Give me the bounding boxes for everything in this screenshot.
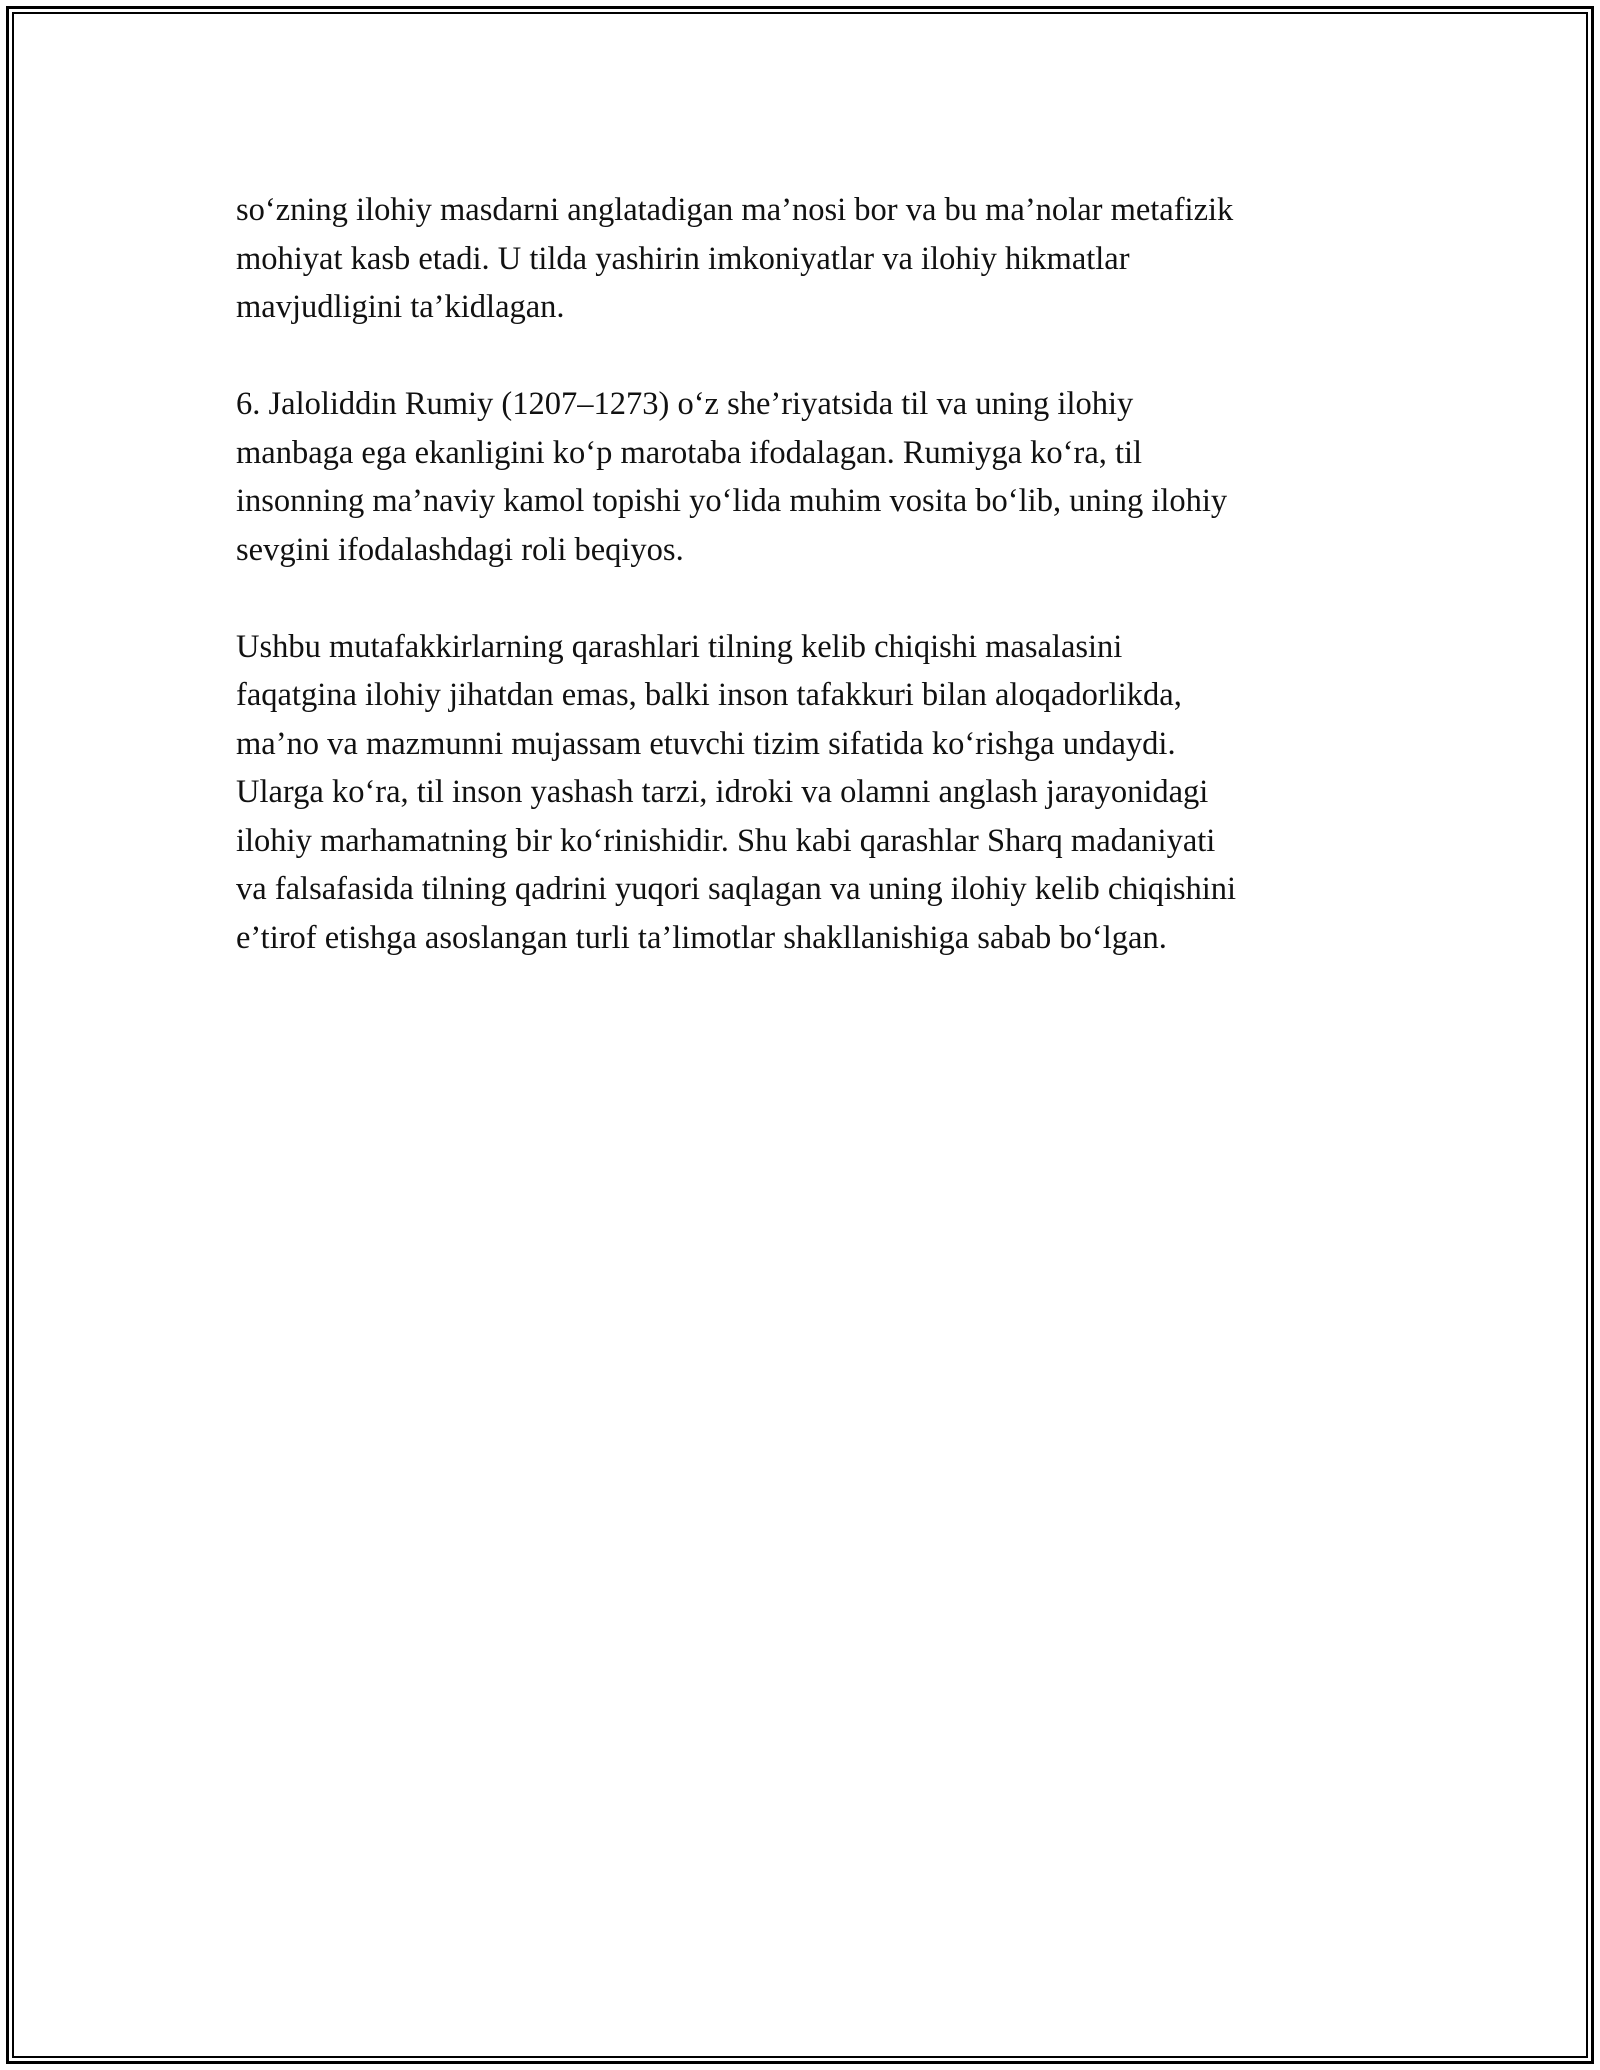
- paragraph-rumiy: 6. Jaloliddin Rumiy (1207–1273) o‘z she’riyatsida til va uning ilohiy manbaga ega ekanligini ko‘p marotaba ifodalagan. Rumiyga ko‘ra, til insonning ma’naviy kamol topishi yo‘lida muhim vosita bo‘lib, uning ilohiy sevgini ifodalashdagi roli beqiyos.: [236, 386, 1228, 568]
- document-body: [236, 186, 1376, 1011]
- paragraph-continuation: so‘zning ilohiy masdarni anglatadigan ma’nosi bor va bu ma’nolar metafizik mohiyat kasb etadi. U tilda yashirin imkoniyatlar va ilohiy hikmatlar mavjudligini ta’kidlagan.: [236, 192, 1234, 325]
- paragraph-conclusion: Ushbu mutafakkirlarning qarashlari tilning kelib chiqishi masalasini faqatgina ilohiy jihatdan emas, balki inson tafakkuri bilan aloqadorlikda, ma’no va mazmunni mujassam etuvchi tizim sifatida ko‘rishga undaydi. Ularga ko‘ra, til inson yashash tarzi, idroki va olamni anglash jarayonidagi ilohiy marhamatning bir ko‘rinishidir. Shu kabi qarashlar Sharq madaniyati va falsafasida tilning qadrini yuqori saqlagan va uning ilohiy kelib chiqishini e’tirof etishga asoslangan turli ta’limotlar shakllanishiga sabab bo‘lgan.: [236, 628, 1237, 956]
